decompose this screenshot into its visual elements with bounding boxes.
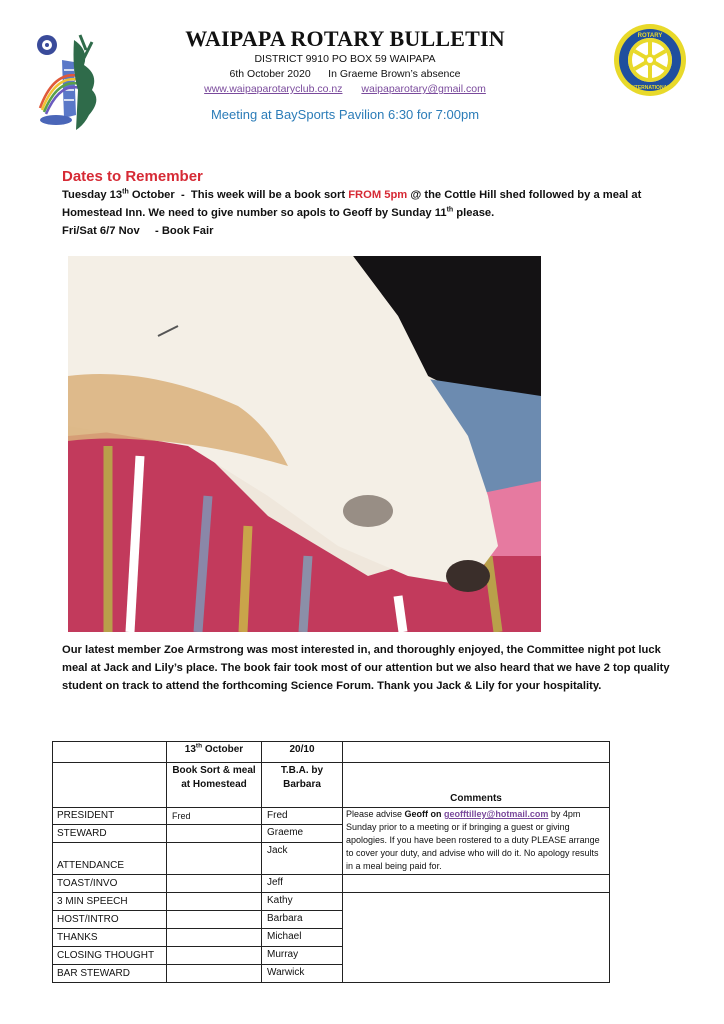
col2-name: Jeff bbox=[262, 875, 343, 893]
bulletin-date: 6th October 2020 bbox=[229, 68, 311, 80]
col2-name: Barbara bbox=[262, 911, 343, 929]
date-item-1-month: October bbox=[128, 189, 175, 201]
col1-name bbox=[167, 825, 262, 843]
ordinal: th bbox=[195, 742, 203, 750]
col1-event: Book Sort & meal at Homestead bbox=[167, 763, 262, 808]
date-item-1-highlight: FROM 5pm bbox=[348, 189, 408, 201]
comments-bold: Geoff on bbox=[404, 809, 445, 819]
role-cell: STEWARD bbox=[53, 825, 167, 843]
story-paragraph: Our latest member Zoe Armstrong was most interested in, and thoroughly enjoyed, the Committee night pot luck meal at Jack and Lily’s place. The book fair took most of our attention but we also heard that we have 2 top quality student on track to attend the forthcoming Science Forum. Thank you Jack & Lily for your hospitality. bbox=[62, 644, 670, 692]
comments-top-cell bbox=[343, 742, 610, 763]
col1-date bbox=[167, 742, 262, 763]
comments-text-rest: by 4pm Sunday prior to a meeting or if bringing a guest or giving apologies. If you have been rostered to a duty PLEASE arrange to cover your duty, and advise who will do it. No apology results in a meal being paid for. bbox=[346, 809, 600, 871]
masthead bbox=[140, 26, 550, 123]
rotary-logo bbox=[612, 22, 688, 98]
col1-name bbox=[167, 965, 262, 983]
role-cell: ATTENDANCE bbox=[53, 843, 167, 875]
col1-name bbox=[167, 843, 262, 875]
bulletin-title: WAIPAPA ROTARY BULLETIN bbox=[185, 26, 505, 51]
district-line: DISTRICT 9910 PO BOX 59 WAIPAPA bbox=[254, 53, 436, 65]
comments-email-link[interactable]: geofftilley@hotmail.com bbox=[444, 809, 549, 819]
col2-name: Graeme bbox=[262, 825, 343, 843]
ordinal: th bbox=[446, 206, 454, 214]
col2-date: 20/10 bbox=[262, 742, 343, 763]
role-cell: 3 MIN SPEECH bbox=[53, 893, 167, 911]
sleeping-dog-image-icon bbox=[68, 256, 541, 632]
rotary-wheel-icon bbox=[612, 22, 688, 98]
col1-name bbox=[167, 875, 262, 893]
comments-blank-cell bbox=[343, 893, 610, 983]
col1-name bbox=[167, 893, 262, 911]
col2-name: Michael bbox=[262, 929, 343, 947]
contact-links bbox=[140, 82, 550, 97]
svg-text:ROTARY: ROTARY bbox=[637, 33, 663, 39]
dates-heading: Dates to Remember bbox=[62, 168, 203, 185]
date-item-2-text: - Book Fair bbox=[155, 225, 214, 237]
comments-cell bbox=[343, 808, 610, 875]
col2-name: Jack bbox=[262, 843, 343, 875]
role-cell: BAR STEWARD bbox=[53, 965, 167, 983]
table-row bbox=[53, 893, 610, 911]
col1-name bbox=[167, 911, 262, 929]
date-item-2 bbox=[62, 222, 672, 240]
club-logo bbox=[34, 30, 104, 135]
roster-event-label-cell bbox=[53, 763, 167, 808]
date-item-2-when: Fri/Sat 6/7 Nov bbox=[62, 225, 140, 237]
duty-roster-table bbox=[52, 741, 610, 983]
col2-event: T.B.A. by Barbara bbox=[262, 763, 343, 808]
date-line bbox=[140, 67, 550, 82]
col1-name bbox=[167, 947, 262, 965]
table-row bbox=[53, 808, 610, 825]
dog-photo bbox=[68, 256, 541, 632]
date-item-1-text-b: @ the Cottle Hill shed followed by a meal at Homestead Inn. We need to give number so apols to Geoff by Sunday 11 bbox=[62, 189, 642, 219]
roster-corner-cell bbox=[53, 742, 167, 763]
roster-event-row bbox=[53, 763, 610, 808]
date-item-1 bbox=[62, 186, 672, 222]
dates-to-remember bbox=[62, 167, 672, 240]
col1-name: Fred bbox=[167, 808, 262, 825]
col2-name: Fred bbox=[262, 808, 343, 825]
role-cell: CLOSING THOUGHT bbox=[53, 947, 167, 965]
email-link[interactable]: waipaparotary@gmail.com bbox=[361, 83, 486, 95]
meeting-info: Meeting at BaySports Pavilion 6:30 for 7:00pm bbox=[210, 107, 480, 122]
absence-note: In Graeme Brown’s absence bbox=[328, 68, 461, 80]
date-item-1-day: Tuesday 13 bbox=[62, 189, 123, 201]
role-cell: PRESIDENT bbox=[53, 808, 167, 825]
role-cell: TOAST/INVO bbox=[53, 875, 167, 893]
table-row bbox=[53, 875, 610, 893]
col1-date-month: October bbox=[202, 744, 244, 755]
roster-date-row bbox=[53, 742, 610, 763]
col2-name: Warwick bbox=[262, 965, 343, 983]
col1-name bbox=[167, 929, 262, 947]
date-item-1-text: - This week will be a book sort bbox=[174, 189, 349, 201]
svg-text:INTERNATIONAL: INTERNATIONAL bbox=[629, 85, 671, 91]
col2-name: Murray bbox=[262, 947, 343, 965]
ordinal: th bbox=[122, 188, 129, 196]
website-link[interactable]: www.waipaparotaryclub.co.nz bbox=[204, 83, 343, 95]
col1-date-day: 13 bbox=[184, 744, 196, 755]
role-cell: THANKS bbox=[53, 929, 167, 947]
comments-empty-cell bbox=[343, 875, 610, 893]
col2-name: Kathy bbox=[262, 893, 343, 911]
waipapa-club-logo-icon bbox=[34, 30, 104, 135]
role-cell: HOST/INTRO bbox=[53, 911, 167, 929]
comments-header: Comments bbox=[343, 763, 610, 808]
comments-text: Please advise bbox=[346, 809, 405, 819]
date-item-1-text-c: please. bbox=[453, 207, 495, 219]
